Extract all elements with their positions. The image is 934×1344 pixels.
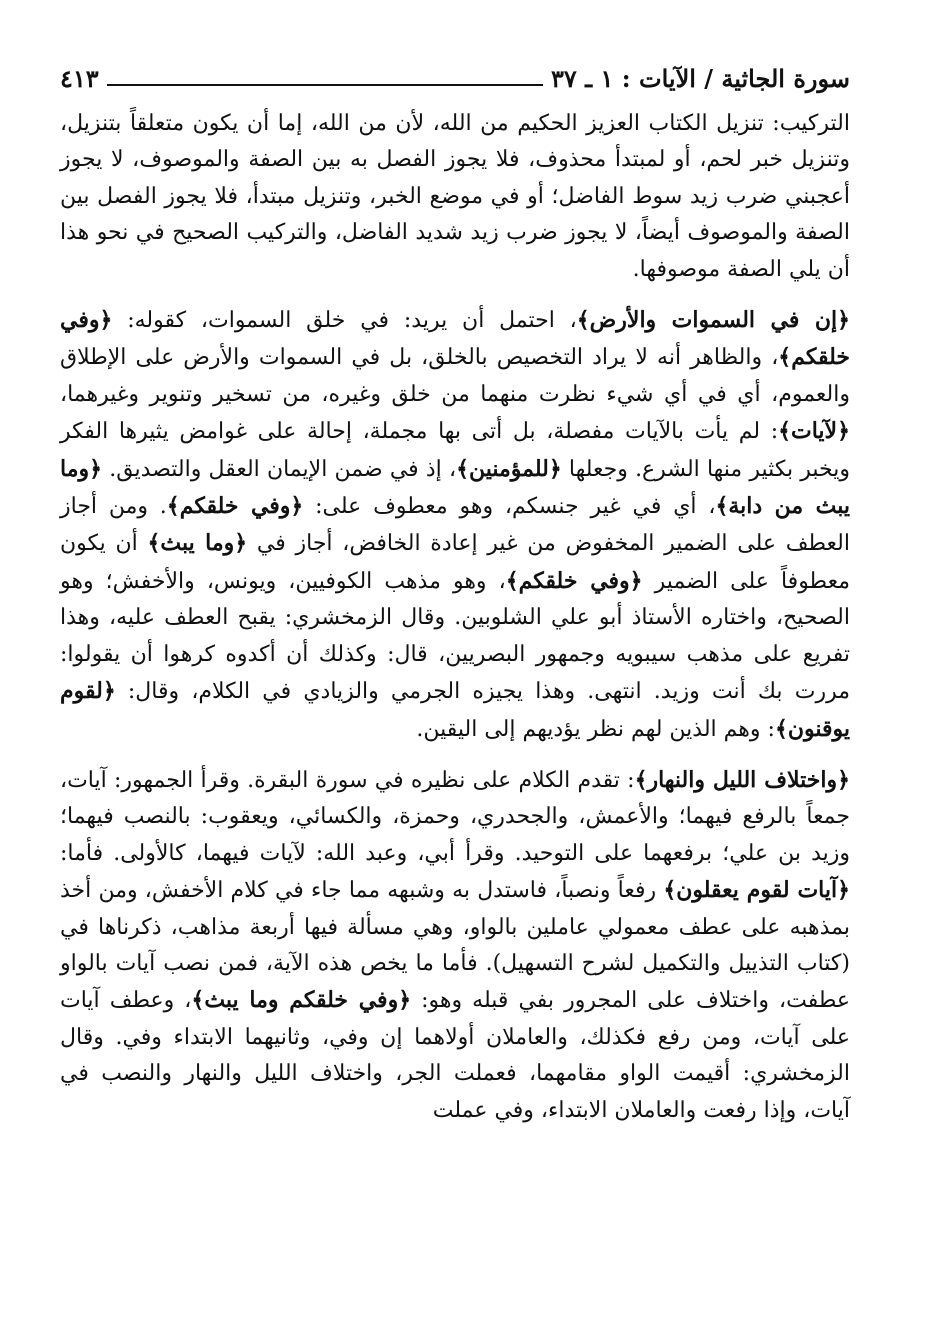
header-rule [107,70,543,86]
paragraph [60,106,850,288]
quran-quote: ﴿لآيات﴾ [778,418,850,445]
text-run: : وهم الذين لهم نظر يؤديهم إلى اليقين. [416,716,775,742]
text-run: ، وهو مذهب الكوفيين، ويونس، والأخفش؛ وهو الصحيح، واختاره الأستاذ أبو علي الشلوبين. وقال الزمخشري: يقبح العطف عليه، وهذا تفريع على مذهب سيبويه وجمهور البصريين، قال: وكذلك أن أكدوه كرهوا أن يقولوا: مررت بك أنت وزيد. انتهى. وهذا يجيزه الجرمي والزيادي في الكلام، وقال: [60,568,850,705]
text-run: رفعاً ونصباً، فاستدل به وشبهه مما جاء في كلام الأخفش، ومن أخذ بمذهبه على عطف معمولي عاملين بالواو، وهي مسألة فيها أربعة مذاهب، ذكرناها في (كتاب التذييل والتكميل لشرح التسهيل). فأما ما يخص هذه الآية، فمن نصب آيات بالواو عطفت، واختلاف على المجرور بفي قبله وهو: [60,878,851,1014]
text-run: : تقدم الكلام على نظيره في سورة البقرة. وقرأ الجمهور: آيات، جمعاً بالرفع فيهما؛ والأعمش، والجحدري، وحمزة، والكسائي، ويعقوب: بالنصب فيهما؛ وزيد بن علي؛ برفعهما على التوحيد. وقرأ أبي، وعبد الله: لآيات فيهما، كالأولى. فأما: [60,767,850,866]
quran-quote: ﴿وما يبث﴾ [147,530,248,557]
quran-quote: ﴿للمؤمنين﴾ [456,455,562,482]
quran-quote: ﴿آيات لقوم يعقلون﴾ [663,877,850,904]
header-title: سورة الجاثية / الآيات : ١ ـ ٣٧ [550,63,850,93]
text-run: : لم يأت بالآيات مفصلة، بل أتى بها مجملة، إحالة على غوامض يثيرها الفكر ويخبر بكثير منها الشرع. وجعلها [60,419,850,482]
quran-quote: ﴿وفي خلقكم﴾ [60,307,850,371]
running-header [60,60,850,96]
quran-quote: ﴿وفي خلقكم وما يبث﴾ [191,987,412,1014]
text-run: ، وعطف آيات على آيات، ومن رفع فكذلك، والعاملان أولاهما إن وفي، وثانيهما الابتداء وفي. وقال الزمخشري: أقيمت الواو مقامهما، فعملت الجر، واختلاف الليل والنهار والنصب في آيات، وإذا رفعت والعاملان الابتداء، وفي عملت [60,988,850,1123]
quran-quote: ﴿وما يبث من دابة﴾ [60,455,850,520]
quran-quote: ﴿وفي خلقكم﴾ [166,493,304,520]
text-run: التركيب: تنزيل الكتاب العزيز الحكيم من الله، لأن من الله، إما أن يكون متعلقاً بتنزيل، وتنزيل خبر لحم، أو لمبتدأ محذوف، فلا يجوز الفصل به بين الصفة والموصوف، لا يجوز أعجبني ضرب زيد سوط الفاضل؛ أو في موضع الخبر، وتنزيل مبتدأ، فلا يجوز الفصل بين الصفة والموصوف أيضاً، لا يجوز ضرب زيد شديد الفاضل، والتركيب الصحيح في نحو هذا أن يلي الصفة موصوفها. [60,111,850,282]
quran-quote: ﴿واختلاف الليل والنهار﴾ [634,766,850,793]
text-run: ، احتمل أن يريد: في خلق السموات، كقوله: [112,308,577,334]
quran-quote: ﴿لقوم يوقنون﴾ [60,678,850,742]
page-number: ٤١٣ [60,63,99,93]
text-run: . ومن أجاز العطف على الضمير المخفوض من غير إعادة الخافض، أجاز في [60,494,850,557]
paragraph [60,762,850,1129]
paragraph [60,302,850,748]
text-run: ، أي في غير جنسكم، وهو معطوف على: [303,494,716,520]
text-run: ، إذ في ضمن الإيمان العقل والتصديق. [102,456,457,482]
body-text [60,106,850,1129]
quran-quote: ﴿إن في السموات والأرض﴾ [576,307,850,334]
text-run: أن يكون معطوفاً على الضمير [60,531,851,594]
text-run: ، والظاهر أنه لا يراد التخصيص بالخلق، بل في السموات والأرض على الإطلاق والعموم، أي في أي شيء نظرت منهما من خلق وغيره، من تسخير وتنوير وغيرهما، [60,345,850,407]
quran-quote: ﴿وفي خلقكم﴾ [505,567,643,594]
